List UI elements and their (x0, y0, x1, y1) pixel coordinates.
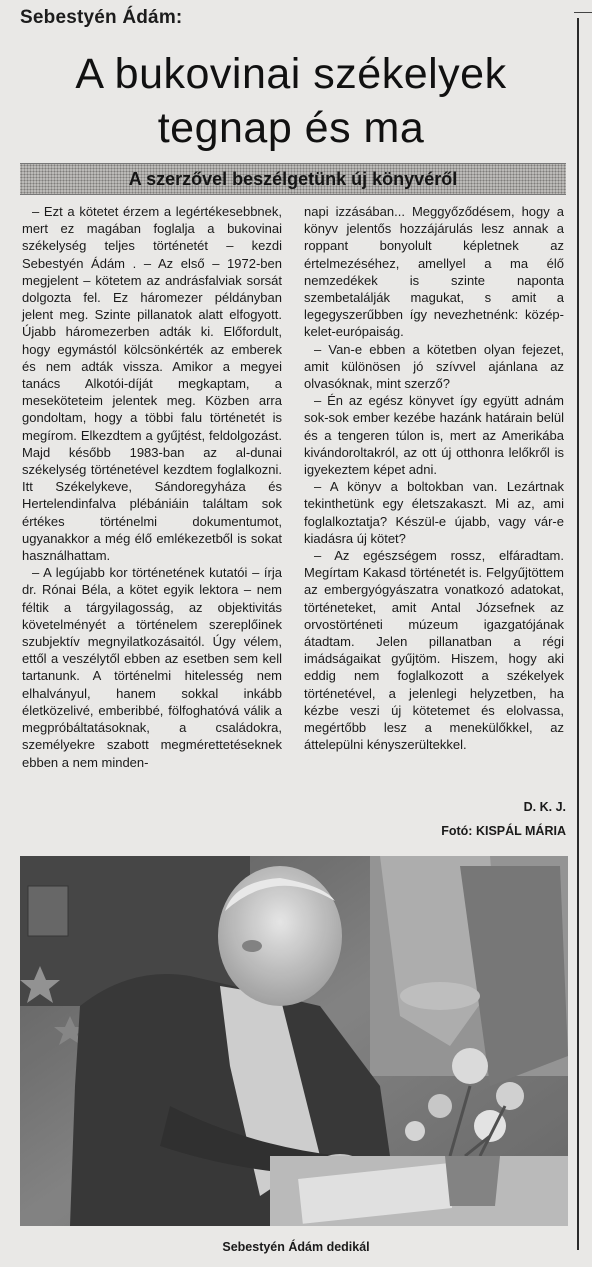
author-line: Sebestyén Ádám: (20, 7, 183, 28)
paragraph: – A könyv a boltokban van. Lezártnak tekinthetünk egy életszakaszt. Mi az, ami foglalkoztatja? Készül-e újabb, vagy vár-e kiadásra új kötet? (304, 479, 564, 546)
photo-illustration (20, 856, 568, 1226)
paragraph: – Az egészségem rossz, elfáradtam. Megírtam Kakasd történetét is. Felgyűjtöttem az embergyógyászatra vonatkozó adatokat, történeteket, amit Antal Józsefnek az orvostörténeti múzeum igazgatójának átadtam. Jelen pillanatban a régi imádságaikat gyűjtöm. Hiszem, hogy aki eddig nem foglalkozott a székelyek történetével, a jelenlegi helyzetben, ha kézbe veszi új kötetemet és elolvassa, megértőbb lesz a menekülőkkel, az áttelepülni kényszerültekkel. (304, 548, 564, 753)
subheadline-bar (20, 163, 566, 195)
headline-line-1: A bukovinai székelyek (75, 50, 507, 98)
paragraph: – Én az egész könyvet így együtt adnám sok-sok ember kezébe hazánk határain belül és a tengeren túlon is, mert az Amerikába kivándoroltakról, az ott új otthonra lelőkről is igyekeztem képet adni. (304, 393, 564, 478)
paragraph: – Ezt a kötetet érzem a legértékesebbnek, mert ez magában foglalja a bukovinai székelység teljes történetét – kezdi Sebestyén Ádám . – Az első – 1972-ben megjelent – kötetem az andrásfalviak sorsát dolgozta fel. Ez háromezer példányban jelent meg. Szinte pillanatok alatt elfogyott. Újabb háromezerben adták ki. Előfordult, hogy egymástól kölcsönkérték az emberek és nem adták vissza. Amikor a megyei tanács Alkotói-díját megkaptam, a meseköteteim jelentek meg. Közben arra gondoltam, hogy a többi falu történetét is megírom. Elkezdtem a gyűjtést, feldolgozást. Majd később 1983-ban az al-dunai székelység történetével kezdtem foglalkozni. Itt Székelykeve, Sándoregyháza és Hertelendinfalva plébániáin találtam sok értékes történelmi dokumentumot, ugyanakkor a még élő emlékezetből is sokat használhattam. (22, 204, 282, 564)
paragraph: – A legújabb kor történetének kutatói – írja dr. Rónai Béla, a kötet egyik lektora – nem féltik a tárgyilagosság, az objektivitás követelményét a történelem szereplőinek szubjektív megnyilatkozásaitól. Úgy vélem, ettől a veszélytől ebben az esetben sem kell tartanunk. A történelmi hitelesség nem elhalványul, hanem sokkal inkább életközelivé, emberibbé, fölfoghatóvá válik a megpróbáltatásoknak, a családokra, személyekre szabott megmérettetéseknek ebben a nem minden- (22, 565, 282, 770)
photo-caption: Sebestyén Ádám dedikál (222, 1240, 370, 1254)
subheadline: A szerzővel beszélgetünk új könyvéről (128, 169, 458, 189)
paragraph: – Van-e ebben a kötetben olyan fejezet, amit különösen jó szívvel ajánlana az olvasóknak, mint szerző? (304, 341, 564, 392)
column-rule-top (574, 12, 592, 13)
paragraph: napi izzásában... Meggyőződésem, hogy a könyv jelentős hozzájárulás lesz annak a roppant bonyolult képletnek az értelmezéséhez, amellyel a ma élő nemzedékek is szinte naponta szembetalálják magukat, s amit a legegyszerűbben így nevezhetnénk: közép-kelet-európaiság. (304, 204, 564, 340)
photo-credit: Fotó: KISPÁL MÁRIA (441, 824, 566, 838)
headline-line-2: tegnap és ma (157, 104, 425, 152)
article-column-left (22, 203, 282, 771)
column-rule (577, 18, 579, 1250)
author-signature: D. K. J. (523, 800, 566, 814)
news-photo (20, 856, 568, 1226)
article-column-right (304, 203, 564, 754)
